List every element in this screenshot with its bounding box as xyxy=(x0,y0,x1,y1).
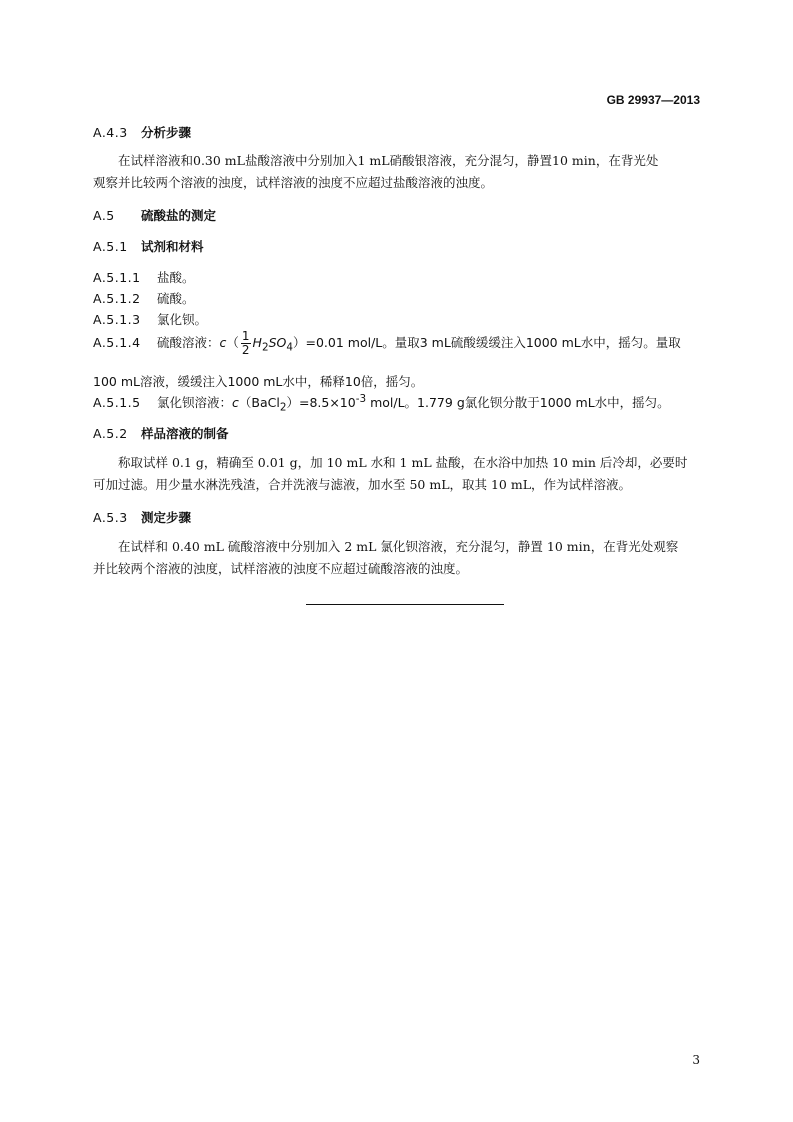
concentration-symbol: c xyxy=(219,335,227,350)
paragraph-line: 称取试样 0.1 g，精确至 0.01 g，加 10 mL 水和 1 mL 盐酸，在水浴中加热 10 min 后冷却，必要时 xyxy=(118,455,688,470)
section-heading-a52 xyxy=(93,424,229,442)
section-heading-a51 xyxy=(93,237,204,255)
paragraph-line: 并比较两个溶液的浊度，试样溶液的浊度不应超过硫酸溶液的浊度。 xyxy=(93,561,469,576)
item-number: A.5.1.5 xyxy=(93,395,141,411)
item-number: A.5.1.3 xyxy=(93,312,141,327)
close-paren: ） xyxy=(286,395,299,411)
item-text: mol/L。1.779 g氯化钡分散于1000 mL水中，摇匀。 xyxy=(366,395,670,411)
paragraph-a52 xyxy=(93,452,707,496)
item-text: =0.01 mol/L。量取3 mL硫酸缓缓注入1000 mL水中，摇匀。量取 xyxy=(305,335,681,350)
section-title: 测定步骤 xyxy=(141,510,192,525)
paragraph-line: 可加过滤。用少量水淋洗残渣，合并洗液与滤液，加水至 50 mL，取其 10 mL，作为试样溶液。 xyxy=(93,477,632,492)
formula-h: H xyxy=(252,335,262,350)
list-item-a515 xyxy=(93,393,670,414)
paragraph-a43 xyxy=(93,150,707,194)
formula: BaCl xyxy=(251,395,280,411)
paragraph-a53 xyxy=(93,536,707,580)
fraction-numerator: 1 xyxy=(241,329,250,343)
paragraph-line: 在试样和 0.40 mL 硫酸溶液中分别加入 2 mL 氯化钡溶液，充分混匀，静置 10 min，在背光处观察 xyxy=(118,539,679,554)
item-label: 氯化钡溶液： xyxy=(157,395,233,411)
open-paren: （ xyxy=(238,395,252,411)
section-heading-a43 xyxy=(93,123,191,141)
exponent: -3 xyxy=(355,393,367,405)
section-title: 样品溶液的制备 xyxy=(141,426,229,441)
paragraph-line: 在试样溶液和0.30 mL盐酸溶液中分别加入1 mL硝酸银溶液，充分混匀，静置10 min，在背光处 xyxy=(118,153,659,168)
item-label: 硫酸溶液： xyxy=(157,335,220,350)
item-number: A.5.1.1 xyxy=(93,270,141,285)
page-number: 3 xyxy=(692,1053,700,1067)
item-number: A.5.1.4 xyxy=(93,335,141,350)
section-title: 试剂和材料 xyxy=(141,239,204,254)
formula-subscript: 2 xyxy=(279,401,287,414)
section-number: A.5.1 xyxy=(93,239,128,254)
item-text: 硫酸。 xyxy=(157,291,195,306)
section-title: 分析步骤 xyxy=(141,125,192,140)
item-number: A.5.1.2 xyxy=(93,291,141,306)
section-number: A.5 xyxy=(93,208,115,223)
section-number: A.5.3 xyxy=(93,510,128,525)
section-number: A.4.3 xyxy=(93,125,128,140)
item-text: 氯化钡。 xyxy=(157,312,208,327)
close-paren: ） xyxy=(292,335,306,350)
formula-subscript: 4 xyxy=(286,341,293,354)
item-continuation: 100 mL溶液，缓缓注入1000 mL水中，稀释10倍，摇匀。 xyxy=(93,374,424,389)
equals-value: =8.5×10 xyxy=(298,395,356,411)
end-rule xyxy=(306,604,504,605)
section-heading-a5 xyxy=(93,206,216,224)
fraction xyxy=(241,330,251,357)
list-item-a511 xyxy=(93,268,195,286)
item-text: 盐酸。 xyxy=(157,270,195,285)
standard-number: GB 29937—2013 xyxy=(606,93,700,107)
list-item-a513 xyxy=(93,310,207,328)
open-paren: （ xyxy=(226,335,239,350)
formula-so: SO xyxy=(268,335,287,350)
paragraph-line: 观察并比较两个溶液的浊度，试样溶液的浊度不应超过盐酸溶液的浊度。 xyxy=(93,175,494,190)
concentration-symbol: c xyxy=(232,395,239,411)
list-item-a514 xyxy=(93,330,681,357)
section-heading-a53 xyxy=(93,508,191,526)
section-number: A.5.2 xyxy=(93,426,128,441)
fraction-denominator: 2 xyxy=(241,343,250,357)
formula-subscript: 2 xyxy=(261,341,269,354)
section-title: 硫酸盐的测定 xyxy=(141,208,217,223)
list-item-a512 xyxy=(93,289,195,307)
